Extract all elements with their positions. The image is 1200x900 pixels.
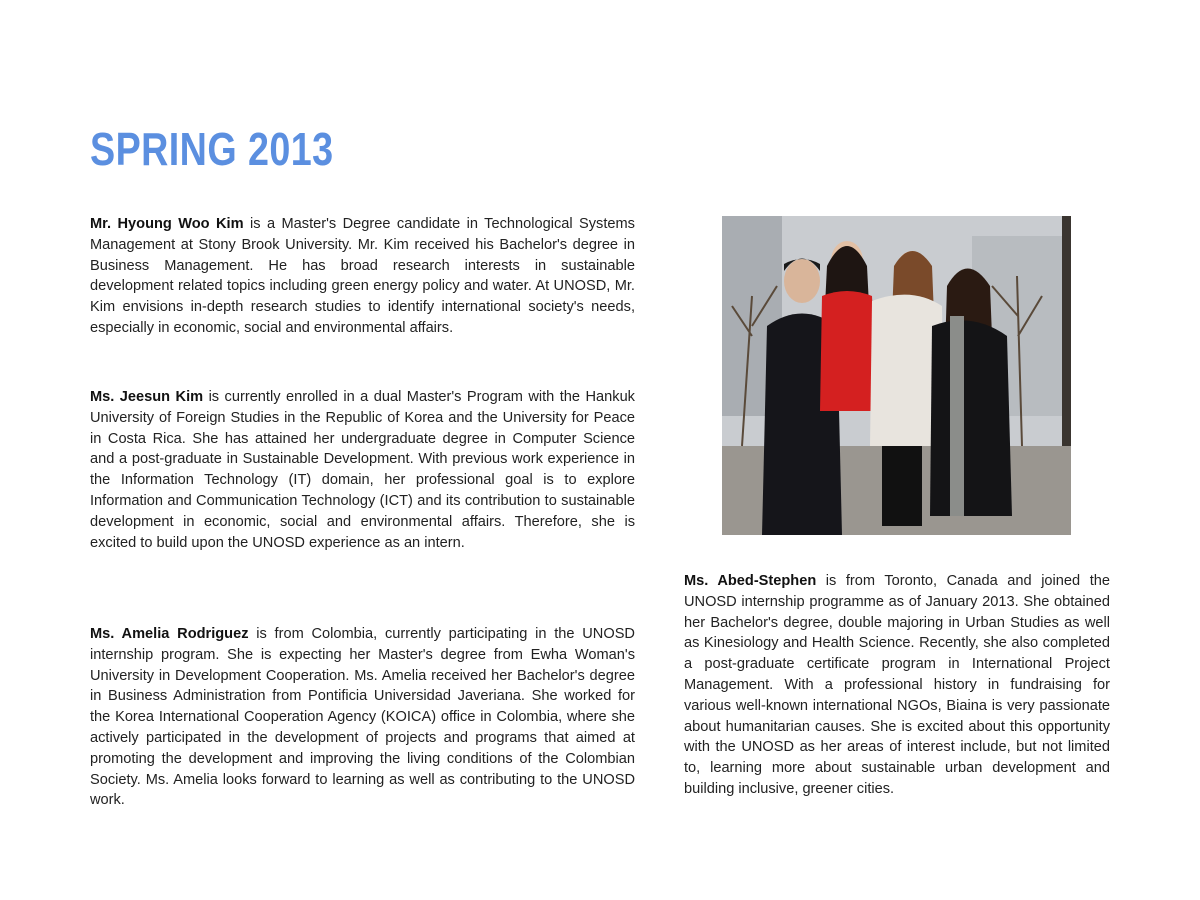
bio-name: Ms. Jeesun Kim <box>90 389 204 405</box>
bio-jeesun-kim <box>90 387 635 553</box>
bio-text: is from Colombia, currently participating in the UNOSD internship program. She is expecting her Master's degree from Ewha Woman's University in Development Cooperation. Ms. Amelia received her Bachelor's degree in Business Administration from Pontificia Universidad Javeriana. She worked for the Korea International Cooperation Agency (KOICA) office in Colombia, where she actively participated in the development of projects and programs that aimed at promoting the development and improving the living conditions of the Colombian Society. Ms. Amelia looks forward to learning as well as contributing to the UNOSD work. <box>90 626 635 809</box>
bio-text: is a Master's Degree candidate in Technological Systems Management at Stony Brook University. Mr. Kim received his Bachelor's degree in Business Management. He has broad research interests in sustainable development related topics including green energy policy and water. At UNOSD, Mr. Kim envisions in-depth research studies to identify international society's needs, especially in economic, social and environmental affairs. <box>90 216 635 336</box>
bio-abed-stephen <box>684 571 1110 800</box>
bio-text: is from Toronto, Canada and joined the UNOSD internship programme as of January 2013. She obtained her Bachelor's degree, double majoring in Urban Studies as well as Kinesiology and Health Science. Recently, she also completed a post-graduate certificate program in International Project Management. With a professional history in fundraising for various well-known international NGOs, Biaina is very passionate about humanitarian causes. She is excited about this opportunity with the UNOSD as her areas of interest include, but not limited to, learning more about sustainable urban development and building inclusive, greener cities. <box>684 573 1110 797</box>
bio-hyoung-woo-kim <box>90 214 635 339</box>
bio-name: Mr. Hyoung Woo Kim <box>90 216 244 232</box>
bio-name: Ms. Abed-Stephen <box>684 573 817 589</box>
bio-amelia-rodriguez <box>90 624 635 811</box>
bio-text: is currently enrolled in a dual Master's Program with the Hankuk University of Foreign Studies in the Republic of Korea and the University for Peace in Costa Rica. She has attained her undergraduate degree in Computer Science and a post-graduate in Sustainable Development. With previous work experience in the Information Technology (IT) domain, her professional goal is to explore Information and Communication Technology (ICT) and its contribution to sustainable development in economic, social and environmental affairs. Therefore, she is excited to build upon the UNOSD experience as an intern. <box>90 389 635 551</box>
page-title: SPRING 2013 <box>90 123 334 175</box>
group-photo <box>722 216 1071 535</box>
bio-name: Ms. Amelia Rodriguez <box>90 626 249 642</box>
